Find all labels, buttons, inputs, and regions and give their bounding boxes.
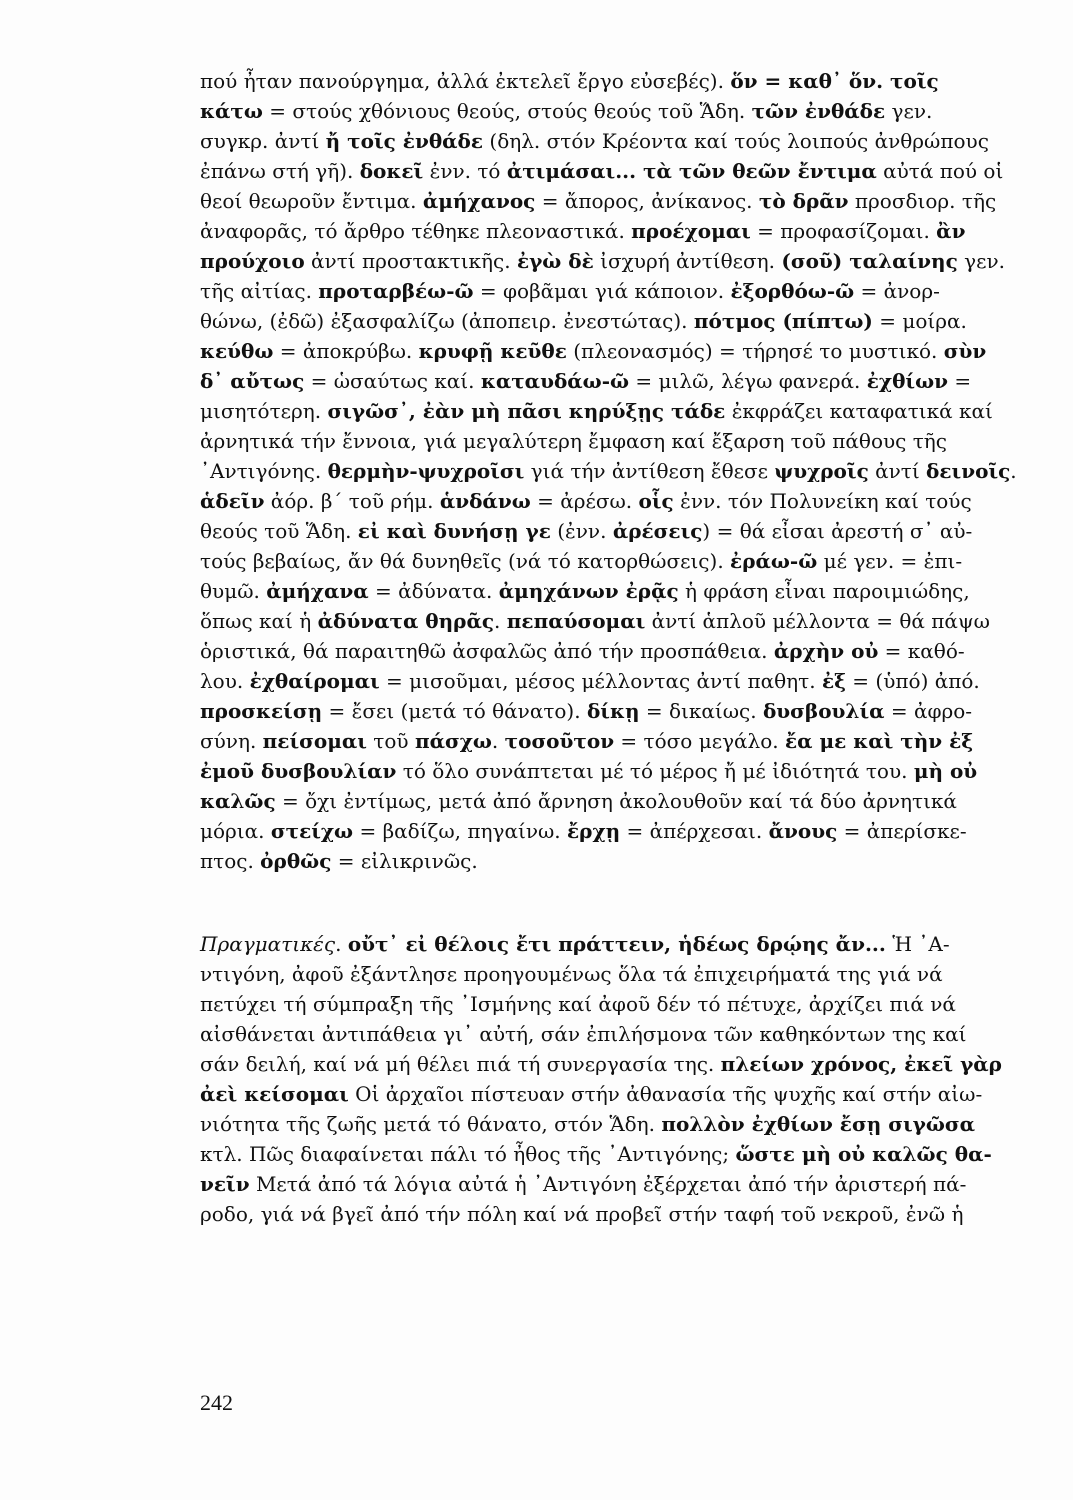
- text-line: πτος. ὀρθῶς = εἰλικρινῶς.: [200, 849, 478, 873]
- text-line: τούς βεβαίως, ἄν θά δυνηθεῖς (νά τό κατορθώσεις). ἐράω-ῶ μέ γεν. = ἐπι-: [200, 549, 963, 573]
- text-line: ἁδεῖν ἀόρ. β΄ τοῦ ρήμ. ἁνδάνω = ἀρέσω. οἷς ἐνν. τόν Πολυνείκη καί τούς: [200, 489, 972, 513]
- text-line: νιότητα τῆς ζωῆς μετά τό θάνατο, στόν Ἅδη. πολλὸν ἐχθίων ἔσῃ σιγῶσα: [200, 1112, 976, 1136]
- paragraph-commentary: [200, 66, 1036, 876]
- paragraph-factual-notes: [200, 929, 1036, 1229]
- text-line: θεοί θεωροῦν ἔντιμα. ἀμήχανος = ἄπορος, ἀνίκανος. τὸ δρᾶν προσδιορ. τῆς: [200, 189, 997, 213]
- text-line: νεῖν Μετά ἀπό τά λόγια αὐτά ἡ ᾽Αντιγόνη ἐξέρχεται ἀπό τήν ἀριστερή πά-: [200, 1172, 967, 1196]
- text-line: πού ἦταν πανούργημα, ἀλλά ἐκτελεῖ ἔργο εὐσεβές). ὅν = καθ᾽ ὅν. τοῖς: [200, 69, 939, 93]
- text-line: συγκρ. ἀντί ἤ τοῖς ἐνθάδε (δηλ. στόν Κρέοντα καί τούς λοιπούς ἀνθρώπους: [200, 129, 989, 153]
- text-line: τῆς αἰτίας. προταρβέω-ῶ = φοβᾶμαι γιά κάποιον. ἐξορθόω-ῶ = ἀνορ-: [200, 279, 940, 303]
- text-line: ἀναφορᾶς, τό ἄρθρο τέθηκε πλεοναστικά. προέχομαι = προφασίζομαι. ἂν: [200, 219, 966, 243]
- text-line: θυμῶ. ἀμήχανα = ἀδύνατα. ἀμηχάνων ἐρᾷς ἡ φράση εἶναι παροιμιώδης,: [200, 579, 970, 603]
- text-line: πετύχει τή σύμπραξη τῆς ᾽Ισμήνης καί ἀφοῦ δέν τό πέτυχε, ἀρχίζει πιά νά: [200, 992, 956, 1016]
- text-line: κεύθω = ἀποκρύβω. κρυφῇ κεῦθε (πλεονασμός) = τήρησέ το μυστικό. σὺν: [200, 339, 987, 363]
- text-line: κάτω = στούς χθόνιους θεούς, στούς θεούς τοῦ Ἅδη. τῶν ἐνθάδε γεν.: [200, 99, 933, 123]
- text-line: λου. ἐχθαίρομαι = μισοῦμαι, μέσος μέλλοντας ἀντί παθητ. ἐξ = (ὑπό) ἀπό.: [200, 669, 980, 693]
- text-line: καλῶς = ὄχι ἐντίμως, μετά ἀπό ἄρνηση ἀκολουθοῦν καί τά δύο ἀρνητικά: [200, 789, 957, 813]
- text-line: ᾽Αντιγόνης. θερμὴν-ψυχροῖσι γιά τήν ἀντίθεση ἔθεσε ψυχροῖς ἀντί δεινοῖς.: [200, 459, 1017, 483]
- text-line: ροδο, γιά νά βγεῖ ἀπό τήν πόλη καί νά προβεῖ στήν ταφή τοῦ νεκροῦ, ἐνῶ ἡ: [200, 1202, 964, 1226]
- text-line: αἰσθάνεται ἀντιπάθεια γι᾽ αὐτή, σάν ἐπιλήσμονα τῶν καθηκόντων της καί: [200, 1022, 967, 1046]
- text-line: ἐπάνω στή γῆ). δοκεῖ ἐνν. τό ἀτιμάσαι... τὰ τῶν θεῶν ἔντιμα αὐτά πού οἱ: [200, 159, 1004, 183]
- page-number: 242: [200, 1390, 233, 1415]
- text-line: ἀρνητικά τήν ἔννοια, γιά μεγαλύτερη ἔμφαση καί ἔξαρση τοῦ πάθους τῆς: [200, 429, 947, 453]
- text-line: ντιγόνη, ἀφοῦ ἐξάντλησε προηγουμένως ὅλα τά ἐπιχειρήματά της γιά νά: [200, 962, 943, 986]
- text-line: μόρια. στείχω = βαδίζω, πηγαίνω. ἔρχῃ = ἀπέρχεσαι. ἄνους = ἀπερίσκε-: [200, 819, 967, 843]
- text-line: Πραγματικές. οὔτ᾽ εἰ θέλοις ἔτι πράττειν, ἡδέως δρῴης ἄν... Ἡ ᾽Α-: [200, 932, 950, 956]
- text-line: προύχοιο ἀντί προστακτικῆς. ἐγὼ δὲ ἰσχυρή ἀντίθεση. (σοῦ) ταλαίνης γεν.: [200, 249, 1005, 273]
- text-line: ὅπως καί ἡ ἀδύνατα θηρᾶς. πεπαύσομαι ἀντί ἁπλοῦ μέλλοντα = θά πάψω: [200, 609, 990, 633]
- text-line: σύνη. πείσομαι τοῦ πάσχω. τοσοῦτον = τόσο μεγάλο. ἔα με καὶ τὴν ἐξ: [200, 729, 974, 753]
- text-line: κτλ. Πῶς διαφαίνεται πάλι τό ἦθος τῆς ᾽Αντιγόνης; ὥστε μὴ οὐ καλῶς θα-: [200, 1142, 992, 1166]
- text-line: μισητότερη. σιγῶσ᾽, ἐὰν μὴ πᾶσι κηρύξῃς τάδε ἐκφράζει καταφατικά καί: [200, 399, 993, 423]
- text-line: ἀεὶ κείσομαι Οἱ ἀρχαῖοι πίστευαν στήν ἀθανασία τῆς ψυχῆς καί στήν αἰω-: [200, 1082, 983, 1106]
- text-line: σάν δειλή, καί νά μή θέλει πιά τή συνεργασία της. πλείων χρόνος, ἐκεῖ γὰρ: [200, 1052, 1002, 1076]
- text-line: προσκείσῃ = ἔσει (μετά τό θάνατο). δίκῃ = δικαίως. δυσβουλία = ἀφρο-: [200, 699, 973, 723]
- text-line: δ᾽ αὔτως = ὡσαύτως καί. καταυδάω-ῶ = μιλῶ, λέγω φανερά. ἐχθίων =: [200, 369, 972, 393]
- text-line: θεούς τοῦ Ἅδη. εἰ καὶ δυνήσῃ γε (ἐνν. ἀρέσεις) = θά εἶσαι ἀρεστή σ᾽ αὐ-: [200, 519, 973, 543]
- text-line: ὁριστικά, θά παραιτηθῶ ἀσφαλῶς ἀπό τήν προσπάθεια. ἀρχὴν οὐ = καθό-: [200, 639, 965, 663]
- text-line: θώνω, (ἐδῶ) ἐξασφαλίζω (ἀποπειρ. ἐνεστώτας). πότμος (πίπτω) = μοίρα.: [200, 309, 967, 333]
- text-line: ἐμοῦ δυσβουλίαν τό ὅλο συνάπτεται μέ τό μέρος ἤ μέ ἰδιότητά του. μὴ οὐ: [200, 759, 978, 783]
- main-text: [200, 66, 1036, 1229]
